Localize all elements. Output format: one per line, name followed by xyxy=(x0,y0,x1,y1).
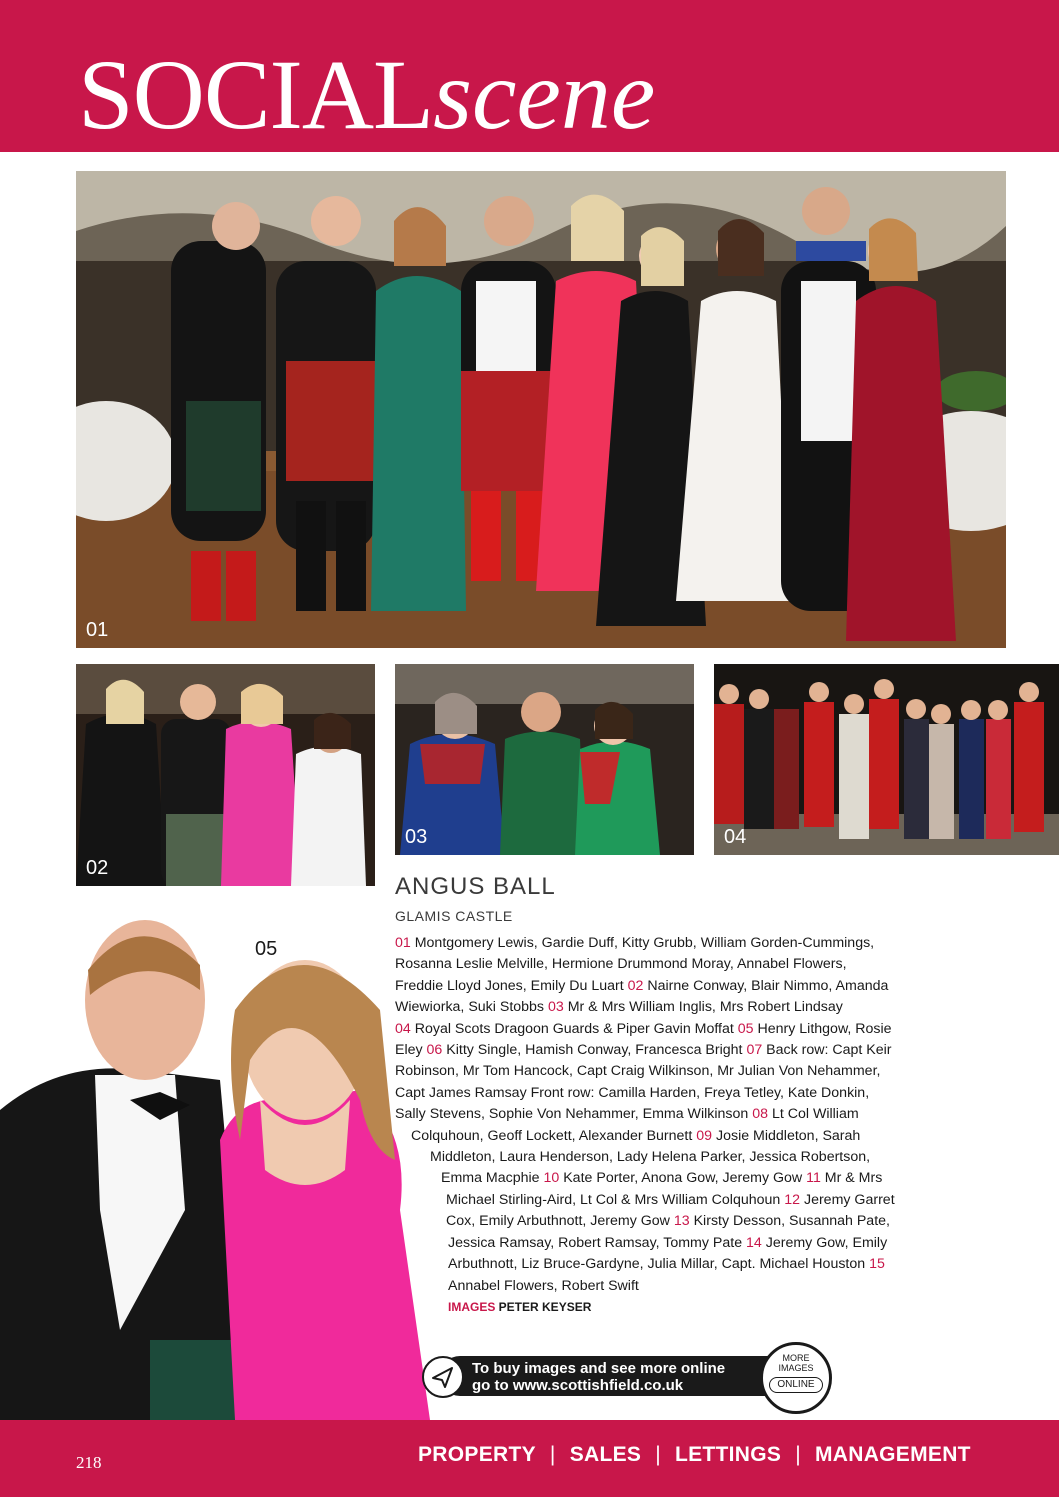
caption-number: 10 xyxy=(543,1170,560,1187)
send-arrow-icon[interactable] xyxy=(422,1356,464,1398)
caption-text: Capt James Ramsay Front row: Camilla Harden, Freya Tetley, Kate Donkin, xyxy=(395,1084,870,1101)
caption-line xyxy=(395,933,955,954)
footer-nav-lettings: LETTINGS xyxy=(674,1443,782,1466)
caption-text: Cox, Emily Arbuthnott, Jeremy Gow xyxy=(446,1213,674,1230)
caption-number: 07 xyxy=(746,1042,763,1059)
caption-text: Kitty Single, Hamish Conway, Francesca Bright xyxy=(442,1042,747,1059)
caption-text: Kate Porter, Anona Gow, Jeremy Gow xyxy=(559,1170,807,1187)
couple-cutout-photo xyxy=(0,910,440,1420)
photo-label-01: 01 xyxy=(86,619,109,641)
caption-text: Montgomery Lewis, Gardie Duff, Kitty Grubb, William Gorden-Cummings, xyxy=(410,935,875,951)
caption-number: 01 xyxy=(395,935,411,951)
caption-number: 12 xyxy=(784,1191,801,1208)
photo-label-05: 05 xyxy=(255,938,278,960)
buy-line-2: go to www.scottishfield.co.uk xyxy=(472,1377,684,1394)
buy-images-link[interactable] xyxy=(472,1360,725,1394)
caption-line xyxy=(395,1040,955,1061)
caption-text: Back row: Capt Keir xyxy=(762,1042,892,1059)
photo-01 xyxy=(76,171,1006,648)
more-images-online-badge[interactable] xyxy=(760,1342,832,1414)
caption-number: 02 xyxy=(627,977,644,994)
caption-text: Jeremy Garret xyxy=(800,1191,895,1208)
masthead-italic: scene xyxy=(433,39,656,150)
page-number: 218 xyxy=(76,1453,102,1472)
caption-number: 14 xyxy=(746,1234,762,1251)
caption-number: 03 xyxy=(547,999,564,1016)
caption-text: Lt Col William xyxy=(768,1106,859,1123)
caption-text: Middleton, Laura Henderson, Lady Helena Parker, Jessica Robertson, xyxy=(430,1149,871,1166)
party-group-photo xyxy=(76,171,1006,648)
caption-number: 09 xyxy=(696,1127,713,1144)
masthead-title xyxy=(78,40,655,150)
party-group-photo xyxy=(395,664,694,855)
caption-text: Kirsty Desson, Susannah Pate, xyxy=(689,1213,890,1230)
footer-separator: | xyxy=(655,1443,661,1466)
caption-text: Jeremy Gow, Emily xyxy=(761,1234,888,1251)
caption-line xyxy=(395,1126,955,1147)
caption-number: 04 xyxy=(395,1020,411,1037)
masthead-main: SOCIAL xyxy=(78,39,434,150)
caption-text: Arbuthnott, Liz Bruce-Gardyne, Julia Millar, Capt. Michael Houston xyxy=(448,1256,870,1273)
party-group-photo xyxy=(76,664,375,886)
caption-text: Wiewiorka, Suki Stobbs xyxy=(395,999,548,1016)
caption-text: Emma Macphie xyxy=(441,1170,544,1187)
caption-line xyxy=(395,997,955,1018)
photo-captions xyxy=(395,933,955,1297)
caption-text: Eley xyxy=(395,1042,427,1059)
footer-nav xyxy=(418,1443,971,1467)
caption-text: Michael Stirling-Aird, Lt Col & Mrs William Colquhoun xyxy=(446,1191,785,1208)
photo-05 xyxy=(0,910,440,1420)
caption-line xyxy=(395,976,955,997)
masthead-bar xyxy=(0,0,1059,152)
badge-line-3: ONLINE xyxy=(769,1377,823,1393)
caption-text: Sally Stevens, Sophie Von Nehammer, Emma Wilkinson xyxy=(395,1106,753,1123)
caption-line xyxy=(395,1104,955,1125)
caption-line xyxy=(395,954,955,975)
caption-number: 15 xyxy=(869,1256,885,1273)
caption-number: 11 xyxy=(806,1170,821,1187)
caption-number: 06 xyxy=(426,1042,443,1059)
image-credits xyxy=(448,1300,591,1314)
footer-separator: | xyxy=(795,1443,801,1466)
photo-label-03: 03 xyxy=(405,826,428,848)
footer-nav-property: PROPERTY xyxy=(418,1443,536,1466)
caption-line xyxy=(395,1019,955,1040)
caption-number: 08 xyxy=(752,1106,768,1123)
caption-number: 05 xyxy=(737,1020,754,1037)
credits-name: PETER KEYSER xyxy=(495,1300,592,1314)
photo-04 xyxy=(714,664,1059,855)
credits-label: IMAGES xyxy=(448,1300,496,1314)
footer-nav-sales: SALES xyxy=(569,1443,642,1466)
photo-label-02: 02 xyxy=(86,857,109,879)
caption-line xyxy=(395,1083,955,1104)
caption-text: Rosanna Leslie Melville, Hermione Drummond Moray, Annabel Flowers, xyxy=(395,956,847,973)
caption-text: Nairne Conway, Blair Nimmo, Amanda xyxy=(643,977,889,994)
caption-text: Jessica Ramsay, Robert Ramsay, Tommy Pate xyxy=(448,1234,747,1251)
caption-line xyxy=(395,1190,955,1211)
caption-line xyxy=(395,1233,955,1254)
caption-line xyxy=(395,1211,955,1232)
badge-line-2: IMAGES xyxy=(778,1363,814,1373)
caption-text: Mr & Mrs xyxy=(820,1170,883,1187)
caption-line xyxy=(395,1168,955,1189)
caption-text: Josie Middleton, Sarah xyxy=(712,1127,861,1144)
photo-label-04: 04 xyxy=(724,826,747,848)
caption-text: Royal Scots Dragoon Guards & Piper Gavin Moffat xyxy=(410,1020,738,1037)
event-venue: GLAMIS CASTLE xyxy=(395,908,513,924)
caption-line xyxy=(395,1147,955,1168)
footer-nav-management: MANAGEMENT xyxy=(814,1443,971,1466)
buy-line-1: To buy images and see more online xyxy=(472,1360,726,1377)
caption-line xyxy=(395,1276,955,1297)
caption-line xyxy=(395,1061,955,1082)
badge-line-1: MORE xyxy=(782,1353,810,1363)
caption-text: Annabel Flowers, Robert Swift xyxy=(448,1277,639,1294)
event-title: ANGUS BALL xyxy=(395,873,556,900)
caption-line xyxy=(395,1254,955,1275)
caption-text: Freddie Lloyd Jones, Emily Du Luart xyxy=(395,977,628,994)
caption-text: Robinson, Mr Tom Hancock, Capt Craig Wilkinson, Mr Julian Von Nehammer, xyxy=(395,1063,881,1080)
photo-03 xyxy=(395,664,694,855)
caption-number: 13 xyxy=(673,1213,690,1230)
party-group-photo xyxy=(714,664,1059,855)
photo-02 xyxy=(76,664,375,886)
caption-text: Henry Lithgow, Rosie xyxy=(753,1020,892,1037)
caption-text: Colquhoun, Geoff Lockett, Alexander Burnett xyxy=(411,1127,697,1144)
caption-text: Mr & Mrs William Inglis, Mrs Robert Lindsay xyxy=(563,999,843,1016)
footer-separator: | xyxy=(549,1443,556,1466)
